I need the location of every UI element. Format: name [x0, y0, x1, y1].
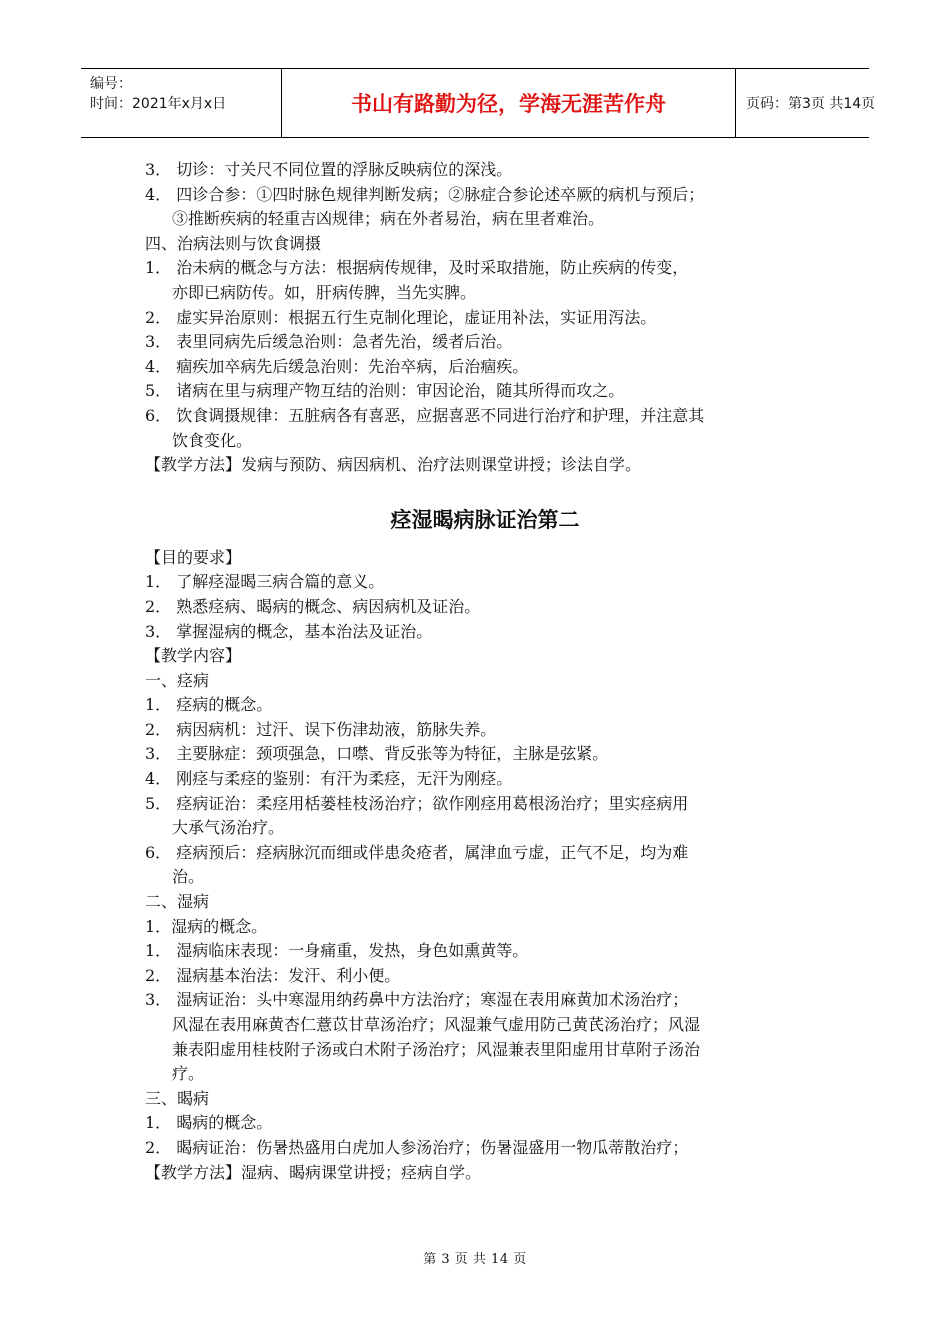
- text-line: 3． 表里同病先后缓急治则：急者先治，缓者后治。: [145, 332, 513, 352]
- text-line: 兼表阳虚用桂枝附子汤或白术附子汤治疗；风湿兼表里阳虚用甘草附子汤治: [172, 1039, 701, 1059]
- text-line: 4． 四诊合参：①四时脉色规律判断发病；②脉症合参论述卒厥的病机与预后；: [145, 184, 705, 204]
- text-line: 亦即已病防传。如，肝病传脾，当先实脾。: [172, 282, 477, 302]
- text-line: 3． 切诊：寸关尺不同位置的浮脉反映病位的深浅。: [145, 160, 513, 179]
- text-line: 1． 暍病的概念。: [145, 1113, 273, 1133]
- text-line: 1． 了解痉湿暍三病合篇的意义。: [145, 572, 385, 592]
- text-line: 饮食变化。: [172, 430, 253, 450]
- section-heading: 【目的要求】: [145, 547, 242, 567]
- text-line: 1． 湿病临床表现：一身痛重，发热，身色如熏黄等。: [145, 941, 529, 961]
- document-body: [145, 158, 825, 1185]
- text-line: 3． 主要脉症：颈项强急，口噤、背反张等为特征，主脉是弦紧。: [145, 744, 609, 764]
- text-line: 6． 饮食调摄规律：五脏病各有喜恶，应据喜恶不同进行治疗和护理，并注意其: [145, 405, 705, 425]
- header-meta: [81, 69, 281, 137]
- number-label: 编号：: [90, 76, 132, 92]
- section-heading: 三、暍病: [145, 1088, 210, 1108]
- text-line: 2． 病因病机：过汗、误下伤津劫液，筋脉失养。: [145, 719, 497, 739]
- text-line: 1． 痉病的概念。: [145, 695, 273, 715]
- text-line: 大承气汤治疗。: [172, 818, 285, 838]
- text-line: 4． 刚痉与柔痉的鉴别：有汗为柔痉，无汗为刚痉。: [145, 769, 513, 789]
- text-line: 1．湿病的概念。: [145, 916, 268, 936]
- text-line: 治。: [172, 867, 205, 887]
- text-line: 2． 暍病证治：伤暑热盛用白虎加人参汤治疗；伤暑湿盛用一物瓜蒂散治疗；: [145, 1137, 689, 1157]
- chapter-title: 痉湿暍病脉证治第二: [390, 507, 580, 532]
- section-heading: 【教学内容】: [145, 646, 242, 666]
- text-line: 5． 诸病在里与病理产物互结的治则：审因论治，随其所得而攻之。: [145, 381, 625, 401]
- text-line: 2． 湿病基本治法：发汗、利小便。: [145, 965, 401, 985]
- time-label: 时间：2021年x月x日: [90, 96, 227, 112]
- text-line: 2． 熟悉痉病、暍病的概念、病因病机及证治。: [145, 596, 481, 616]
- teaching-method-line: 【教学方法】发病与预防、病因病机、治疗法则课堂讲授；诊法自学。: [145, 455, 642, 475]
- header-motto: 书山有路勤为径，学海无涯苦作舟: [281, 69, 736, 137]
- text-line: 疗。: [172, 1064, 205, 1084]
- page-footer: 第 3 页 共 14 页: [423, 1252, 527, 1267]
- text-line: 6． 痉病预后：痉病脉沉而细或伴患灸疮者，属津血亏虚，正气不足，均为难: [145, 842, 689, 862]
- text-line: 5． 痉病证治：柔痉用栝蒌桂枝汤治疗；欲作刚痉用葛根汤治疗；里实痉病用: [145, 793, 689, 813]
- text-line: 3． 掌握湿病的概念，基本治法及证治。: [145, 621, 433, 641]
- teaching-method-line: 【教学方法】湿病、暍病课堂讲授；痉病自学。: [145, 1162, 482, 1182]
- text-line: 2． 虚实异治原则：根据五行生克制化理论，虚证用补法，实证用泻法。: [145, 307, 657, 327]
- text-line: 风湿在表用麻黄杏仁薏苡甘草汤治疗；风湿兼气虚用防己黄芪汤治疗；风湿: [172, 1015, 701, 1034]
- section-heading: 一、痉病: [145, 670, 210, 690]
- text-line: ③推断疾病的轻重吉凶规律；病在外者易治，病在里者难治。: [172, 209, 605, 229]
- text-line: 4． 痼疾加卒病先后缓急治则：先治卒病，后治痼疾。: [145, 356, 529, 376]
- header-page-code: 页码：第3页 共14页: [746, 96, 876, 112]
- text-line: 1． 治未病的概念与方法：根据病传规律，及时采取措施，防止疾病的传变，: [145, 258, 689, 278]
- section-heading: 二、湿病: [145, 892, 210, 912]
- text-line: 3． 湿病证治：头中寒湿用纳药鼻中方法治疗；寒湿在表用麻黄加术汤治疗；: [145, 990, 689, 1010]
- section-heading: 四、治病法则与饮食调摄: [145, 233, 322, 253]
- page-header: [81, 68, 876, 138]
